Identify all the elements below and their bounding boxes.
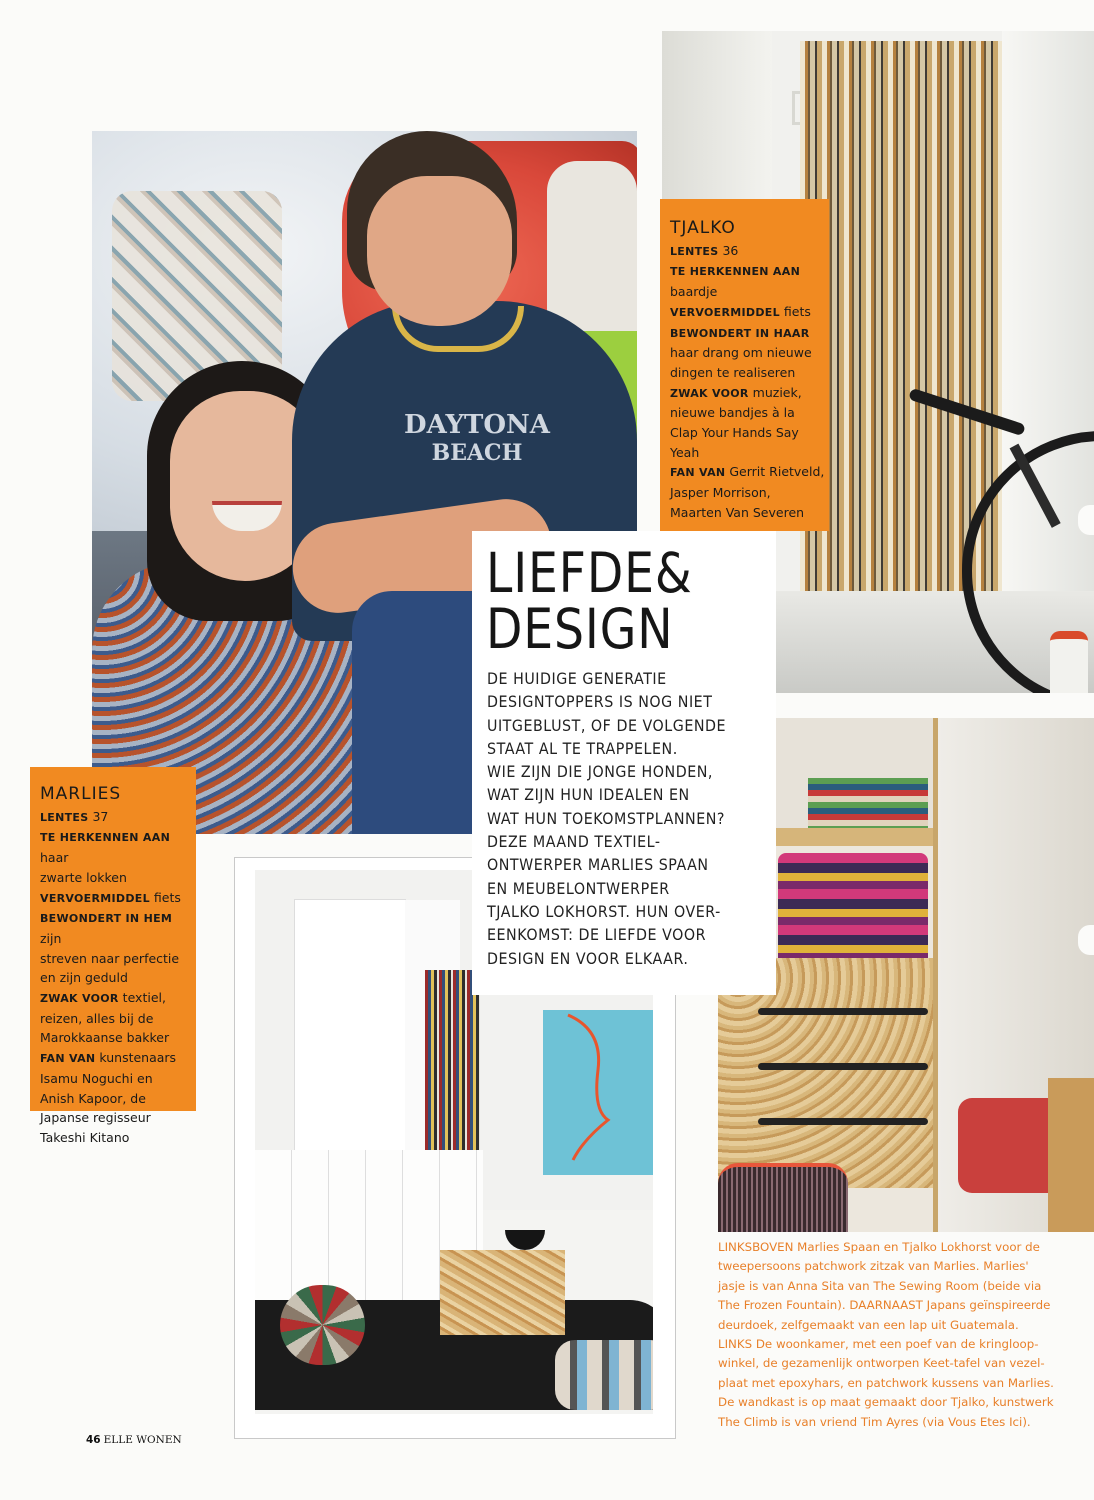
- field-value-line: streven naar perfectie: [40, 950, 180, 966]
- caption-line: tweepersoons patchwork zitzak van Marlies. Marlies': [718, 1259, 1029, 1274]
- profile-row-bewondert: [40, 908, 196, 948]
- caption-line: plaat met epoxyhars, en patchwork kussens van Marlies.: [718, 1375, 1054, 1390]
- profile-marlies: [30, 767, 196, 1145]
- field-label: ZWAK VOOR: [40, 992, 119, 1006]
- profile-row-vervoer: [670, 302, 829, 323]
- intro-line: DEZE MAAND TEXTIEL-: [487, 832, 661, 852]
- intro-line: DE HUIDIGE GENERATIE: [487, 669, 667, 688]
- field-value-line: Anish Kapoor, de: [40, 1090, 146, 1106]
- field-label: BEWONDERT IN HAAR: [670, 326, 810, 340]
- intro-line: EENKOMST: DE LIEFDE VOOR: [487, 925, 707, 945]
- page-footer: [86, 1434, 182, 1446]
- intro-line: UITGEBLUST, OF DE VOLGENDE: [487, 715, 727, 735]
- field-value-line: Marokkaanse bakker: [40, 1030, 170, 1046]
- field-label: VERVOERMIDDEL: [670, 305, 780, 319]
- field-label: BEWONDERT IN HEM: [40, 912, 173, 926]
- profile-name: TJALKO: [670, 218, 736, 238]
- intro-line: WIE ZIJN DIE JONGE HONDEN,: [487, 762, 713, 782]
- page-number: 46: [86, 1434, 101, 1446]
- profile-row-lentes: [40, 807, 196, 828]
- field-value-line: Clap Your Hands Say: [670, 425, 799, 441]
- profile-row-vervoer: [40, 888, 196, 909]
- field-label: TE HERKENNEN AAN: [40, 831, 171, 845]
- intro-line: STAAT AL TE TRAPPELEN.: [487, 738, 678, 758]
- profile-row-fan: [670, 462, 829, 483]
- profile-row-lentes: [670, 241, 829, 262]
- field-label: VERVOERMIDDEL: [40, 891, 150, 905]
- profile-row-bewondert: [670, 323, 829, 344]
- field-value-line: nieuwe bandjes à la: [670, 405, 795, 421]
- intro-line: WAT HUN TOEKOMSTPLANNEN?: [487, 808, 726, 828]
- field-label: LENTES: [670, 244, 719, 258]
- profile-name: MARLIES: [40, 784, 122, 804]
- caption-line: jasje is van Anna Sita van The Sewing Room (beide via: [718, 1278, 1042, 1293]
- field-value: muziek,: [752, 384, 802, 400]
- field-value: kunstenaars: [99, 1050, 177, 1066]
- caption-line: De wandkast is op maat gemaakt door Tjalko, kunstwerk: [718, 1395, 1054, 1410]
- caption-line: LINKS De woonkamer, met een poef van de kringloop-: [718, 1337, 1039, 1352]
- profile-tjalko: [660, 199, 829, 531]
- field-value-line: Japanse regisseur: [40, 1110, 151, 1126]
- intro-line: EN MEUBELONTWERPER: [487, 878, 670, 898]
- profile-row-herkennen: [670, 261, 829, 282]
- profile-row-herkennen: [40, 827, 196, 867]
- field-value-line: reizen, alles bij de: [40, 1010, 154, 1026]
- profile-row-fan: [40, 1048, 196, 1069]
- field-value-line: dingen te realiseren: [670, 364, 796, 380]
- intro-line: DESIGNTOPPERS IS NOG NIET: [487, 692, 713, 712]
- shirt-print: [387, 411, 567, 467]
- field-value: zijn: [40, 930, 62, 946]
- shirt-line2: BEACH: [431, 440, 523, 466]
- field-value-line: zwarte lokken: [40, 869, 127, 885]
- caption-line: LINKSBOVEN Marlies Spaan en Tjalko Lokhorst voor de: [718, 1240, 1040, 1254]
- shirt-line1: DAYTONA: [404, 410, 550, 440]
- climb-line-icon: [543, 1010, 653, 1175]
- field-value: 36: [722, 242, 739, 258]
- artwork-the-climb: [543, 1010, 653, 1175]
- caption-line: The Frozen Fountain). DAARNAAST Japans geïnspireerde: [718, 1298, 1051, 1313]
- caption-line: deurdoek, zelfgemaakt van een lap uit Guatemala.: [718, 1317, 1019, 1332]
- field-label: TE HERKENNEN AAN: [670, 265, 801, 279]
- headline-line1: LIEFDE&: [486, 541, 693, 605]
- field-value: textiel,: [122, 990, 166, 1006]
- intro-line: TJALKO LOKHORST. HUN OVER-: [487, 901, 721, 921]
- field-label: FAN VAN: [40, 1052, 96, 1066]
- headline: [486, 541, 693, 661]
- intro-line: ONTWERPER MARLIES SPAAN: [487, 855, 709, 875]
- caption-line: The Climb is van vriend Tim Ayres (via Vous Etes Ici).: [718, 1414, 1031, 1429]
- field-value-line: Jasper Morrison,: [670, 485, 771, 501]
- field-value: 37: [92, 808, 109, 824]
- profile-row-zwak: [670, 383, 829, 404]
- profile-row-zwak: [40, 988, 196, 1009]
- caption-line: winkel, de gezamenlijk ontworpen Keet-tafel van vezel-: [718, 1356, 1045, 1371]
- field-label: FAN VAN: [670, 466, 726, 480]
- field-value: baardje: [670, 284, 718, 300]
- field-value-line: haar drang om nieuwe: [670, 345, 812, 361]
- field-value: fiets: [783, 303, 811, 319]
- field-value-line: Isamu Noguchi en: [40, 1070, 153, 1086]
- intro-line: DESIGN EN VOOR ELKAAR.: [487, 948, 689, 968]
- field-value-line: en zijn geduld: [40, 970, 128, 986]
- photo-caption: [718, 1238, 1094, 1432]
- field-value-line: Takeshi Kitano: [40, 1129, 130, 1145]
- field-label: ZWAK VOOR: [670, 386, 749, 400]
- headline-line2: DESIGN: [486, 597, 674, 661]
- field-value: Gerrit Rietveld,: [729, 464, 825, 480]
- field-label: LENTES: [40, 810, 89, 824]
- magazine-name: ELLE WONEN: [103, 1434, 182, 1446]
- field-value: fiets: [153, 889, 181, 905]
- punch-hole-mark: [1078, 925, 1094, 955]
- field-value-line: Maarten Van Severen: [670, 504, 805, 520]
- intro-text: [487, 667, 777, 970]
- field-value-line: Yeah: [670, 444, 700, 460]
- intro-line: WAT ZIJN HUN IDEALEN EN: [487, 785, 690, 805]
- field-value: haar: [40, 850, 69, 866]
- punch-hole-mark: [1078, 505, 1094, 535]
